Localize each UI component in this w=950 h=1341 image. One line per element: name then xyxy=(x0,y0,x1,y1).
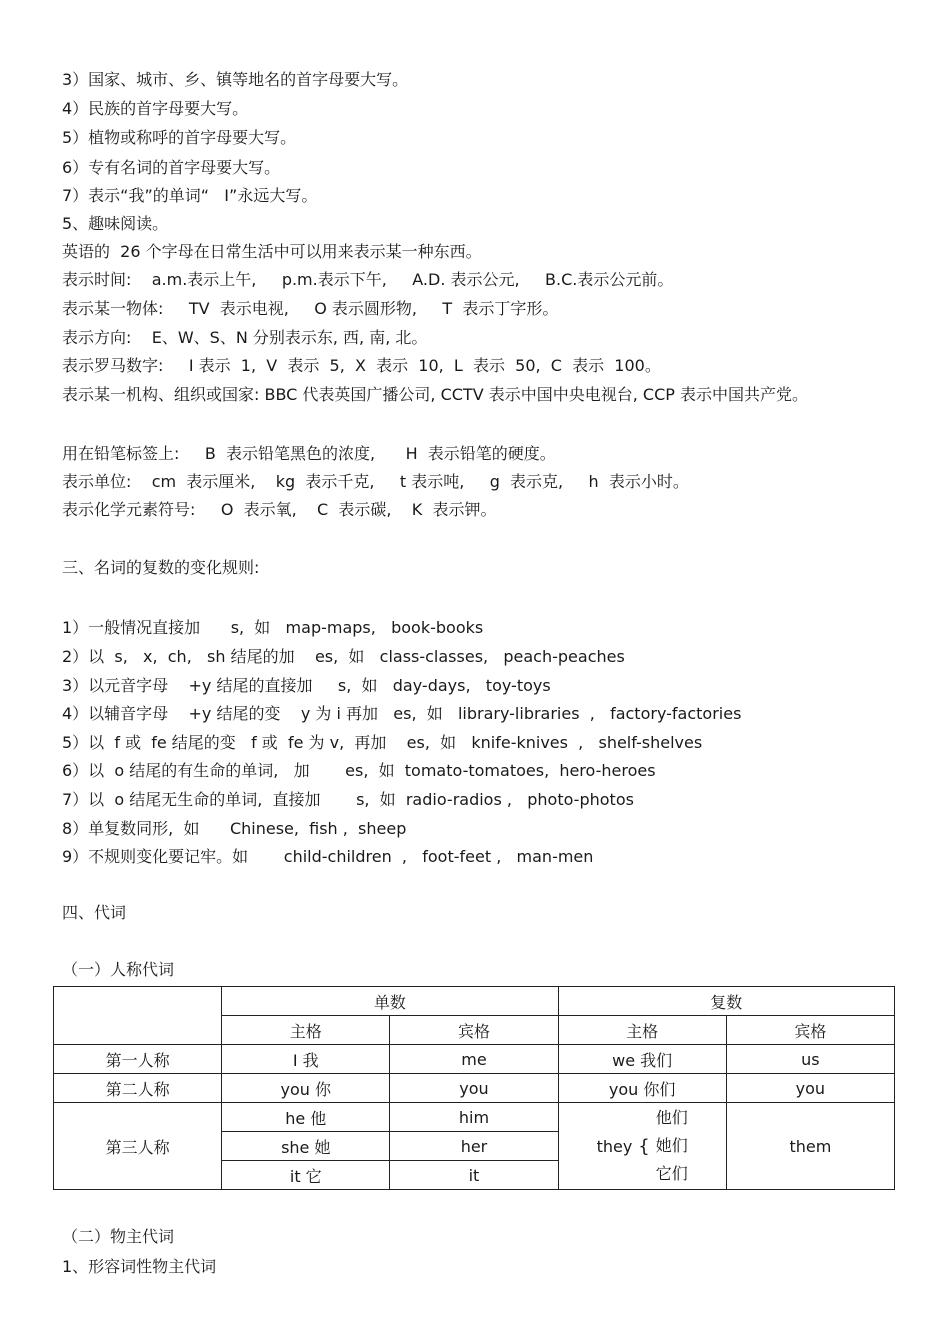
cell: you xyxy=(726,1074,894,1103)
section-heading-pronouns: 四、代词 xyxy=(62,903,127,922)
paragraph-roman: 表示罗马数字: I 表示 1, V 表示 5, X 表示 10, L 表示 50, C 表示 100。 xyxy=(62,356,661,375)
cell: you xyxy=(390,1074,558,1103)
section-heading-plural: 三、名词的复数的变化规则: xyxy=(62,558,260,577)
they-label: they xyxy=(596,1136,633,1156)
cell: I 我 xyxy=(222,1045,390,1074)
subheading-adjective-possessive: 1、形容词性物主代词 xyxy=(62,1257,217,1276)
brace-symbol: { xyxy=(638,1135,650,1157)
plural-rule-3: 3）以元音字母 +y 结尾的直接加 s, 如 day-days, toy-toys xyxy=(62,676,551,695)
they-meaning: 她们 xyxy=(655,1136,688,1155)
table-row xyxy=(54,1045,895,1074)
cell: you 你们 xyxy=(558,1074,726,1103)
header-plural-subject: 主格 xyxy=(558,1016,726,1045)
cell-them: them xyxy=(726,1103,894,1190)
they-meaning: 它们 xyxy=(655,1164,688,1183)
cell: us xyxy=(726,1045,894,1074)
cell: you 你 xyxy=(222,1074,390,1103)
row-label-second: 第二人称 xyxy=(54,1074,222,1103)
plural-rule-9: 9）不规则变化要记牢。如 child-children , foot-feet , man-men xyxy=(62,847,594,866)
rule-line-6: 6）专有名词的首字母要大写。 xyxy=(62,158,281,177)
personal-pronoun-table xyxy=(53,986,895,1190)
header-plural-object: 宾格 xyxy=(726,1016,894,1045)
paragraph-elements: 表示化学元素符号: O 表示氧, C 表示碳, K 表示钾。 xyxy=(62,500,497,519)
subheading-possessive-pronouns: （二）物主代词 xyxy=(62,1227,175,1246)
paragraph-units: 表示单位: cm 表示厘米, kg 表示千克, t 表示吨, g 表示克, h 表示小时。 xyxy=(62,472,689,491)
rule-line-7: 7）表示“我”的单词“ I”永远大写。 xyxy=(62,186,318,205)
cell: it xyxy=(390,1161,558,1190)
paragraph-intro: 英语的 26 个字母在日常生活中可以用来表示某一种东西。 xyxy=(62,242,482,261)
header-plural: 复数 xyxy=(558,987,894,1016)
table-corner xyxy=(54,987,222,1045)
cell: him xyxy=(390,1103,558,1132)
paragraph-organization: 表示某一机构、组织或国家: BBC 代表英国广播公司, CCTV 表示中国中央电视台, CCP 表示中国共产党。 xyxy=(62,385,808,404)
table-row xyxy=(54,1103,895,1132)
plural-rule-7: 7）以 o 结尾无生命的单词, 直接加 s, 如 radio-radios , photo-photos xyxy=(62,790,634,809)
paragraph-direction: 表示方向: E、W、S、N 分别表示东, 西, 南, 北。 xyxy=(62,328,428,347)
header-singular-object: 宾格 xyxy=(390,1016,558,1045)
plural-rule-1: 1）一般情况直接加 s, 如 map-maps, book-books xyxy=(62,618,484,637)
plural-rule-5: 5）以 f 或 fe 结尾的变 f 或 fe 为 v, 再加 es, 如 knife-knives , shelf-shelves xyxy=(62,733,703,752)
paragraph-time: 表示时间: a.m.表示上午, p.m.表示下午, A.D. 表示公元, B.C.表示公元前。 xyxy=(62,270,674,289)
cell: it 它 xyxy=(222,1161,390,1190)
plural-rule-2: 2）以 s, x, ch, sh 结尾的加 es, 如 class-classes, peach-peaches xyxy=(62,647,625,666)
cell: he 他 xyxy=(222,1103,390,1132)
paragraph-object: 表示某一物体: TV 表示电视, O 表示圆形物, T 表示丁字形。 xyxy=(62,299,559,318)
row-label-third: 第三人称 xyxy=(54,1103,222,1190)
cell-they xyxy=(558,1103,726,1190)
section-heading-reading: 5、趣味阅读。 xyxy=(62,214,169,233)
cell: she 她 xyxy=(222,1132,390,1161)
rule-line-3: 3）国家、城市、乡、镇等地名的首字母要大写。 xyxy=(62,70,409,89)
header-singular-subject: 主格 xyxy=(222,1016,390,1045)
table-row xyxy=(54,1074,895,1103)
plural-rule-4: 4）以辅音字母 +y 结尾的变 y 为 i 再加 es, 如 library-libraries , factory-factories xyxy=(62,704,742,723)
row-label-first: 第一人称 xyxy=(54,1045,222,1074)
plural-rule-8: 8）单复数同形, 如 Chinese, fish , sheep xyxy=(62,819,407,838)
subheading-personal-pronouns: （一）人称代词 xyxy=(62,960,175,979)
cell: we 我们 xyxy=(558,1045,726,1074)
header-singular: 单数 xyxy=(222,987,558,1016)
cell: me xyxy=(390,1045,558,1074)
rule-line-5: 5）植物或称呼的首字母要大写。 xyxy=(62,128,297,147)
cell: her xyxy=(390,1132,558,1161)
they-meaning: 他们 xyxy=(655,1108,688,1127)
plural-rule-6: 6）以 o 结尾的有生命的单词, 加 es, 如 tomato-tomatoes, hero-heroes xyxy=(62,761,656,780)
rule-line-4: 4）民族的首字母要大写。 xyxy=(62,99,249,118)
paragraph-pencil: 用在铅笔标签上: B 表示铅笔黑色的浓度, H 表示铅笔的硬度。 xyxy=(62,444,556,463)
